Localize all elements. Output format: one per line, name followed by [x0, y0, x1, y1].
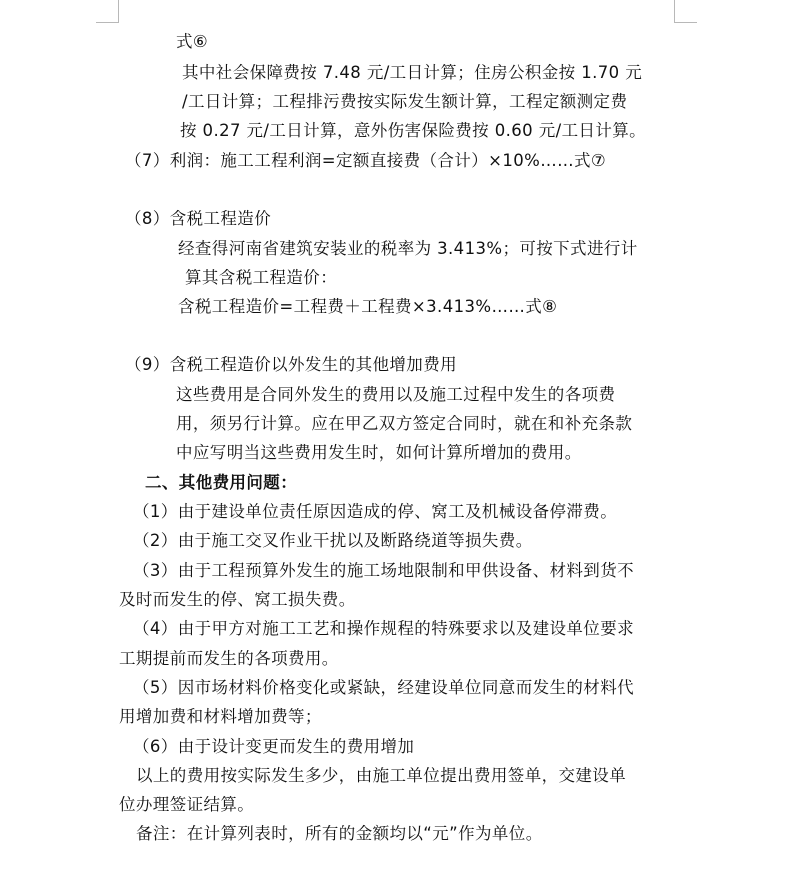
text-line: （7）利润：施工工程利润=定额直接费（合计）×10%……式⑦ [125, 151, 607, 170]
section-heading: （9）含税工程造价以外发生的其他增加费用 [125, 355, 457, 374]
text-line: 用增加费和材料增加费等； [119, 707, 322, 726]
text-line: 其中社会保障费按 7.48 元/工日计算；住房公积金按 1.70 元 [182, 63, 643, 82]
list-item: （3）由于工程预算外发生的施工场地限制和甲供设备、材料到货不 [133, 561, 634, 580]
text-line: 经查得河南省建筑安装业的税率为 3.413%；可按下式进行计 [178, 239, 638, 258]
list-item: （4）由于甲方对施工工艺和操作规程的特殊要求以及建设单位要求 [133, 619, 634, 638]
page-corner-mark-top-right [674, 0, 697, 23]
section-heading: （8）含税工程造价 [125, 209, 272, 228]
text-line: 以上的费用按实际发生多少，由施工单位提出费用签单，交建设单 [136, 766, 627, 785]
section-title: 二、其他费用问题： [145, 473, 298, 492]
text-line: 式⑥ [176, 32, 209, 51]
text-line: 用，须另行计算。应在甲乙双方签定合同时，就在和补充条款 [176, 414, 633, 433]
text-line: 及时而发生的停、窝工损失费。 [119, 590, 356, 609]
list-item: （5）因市场材料价格变化或紧缺，经建设单位同意而发生的材料代 [133, 678, 634, 697]
note-line: 备注：在计算列表时，所有的金额均以“元”作为单位。 [136, 824, 543, 843]
text-line: 这些费用是合同外发生的费用以及施工过程中发生的各项费 [176, 385, 616, 404]
list-item: （2）由于施工交叉作业干扰以及断路绕道等损失费。 [133, 531, 533, 550]
list-item: （6）由于设计变更而发生的费用增加 [133, 737, 415, 756]
page-corner-mark-top-left [96, 0, 119, 23]
text-line: 算其含税工程造价： [185, 268, 338, 287]
formula-line: 含税工程造价=工程费＋工程费×3.413%……式⑧ [178, 297, 558, 316]
text-line: /工日计算；工程排污费按实际发生额计算，工程定额测定费 [182, 92, 628, 111]
text-line: 中应写明当这些费用发生时，如何计算所增加的费用。 [176, 443, 582, 462]
text-line: 工期提前而发生的各项费用。 [119, 649, 339, 668]
list-item: （1）由于建设单位责任原因造成的停、窝工及机械设备停滞费。 [133, 502, 618, 521]
text-line: 按 0.27 元/工日计算，意外伤害保险费按 0.60 元/工日计算。 [180, 121, 647, 140]
text-line: 位办理签证结算。 [119, 795, 255, 814]
